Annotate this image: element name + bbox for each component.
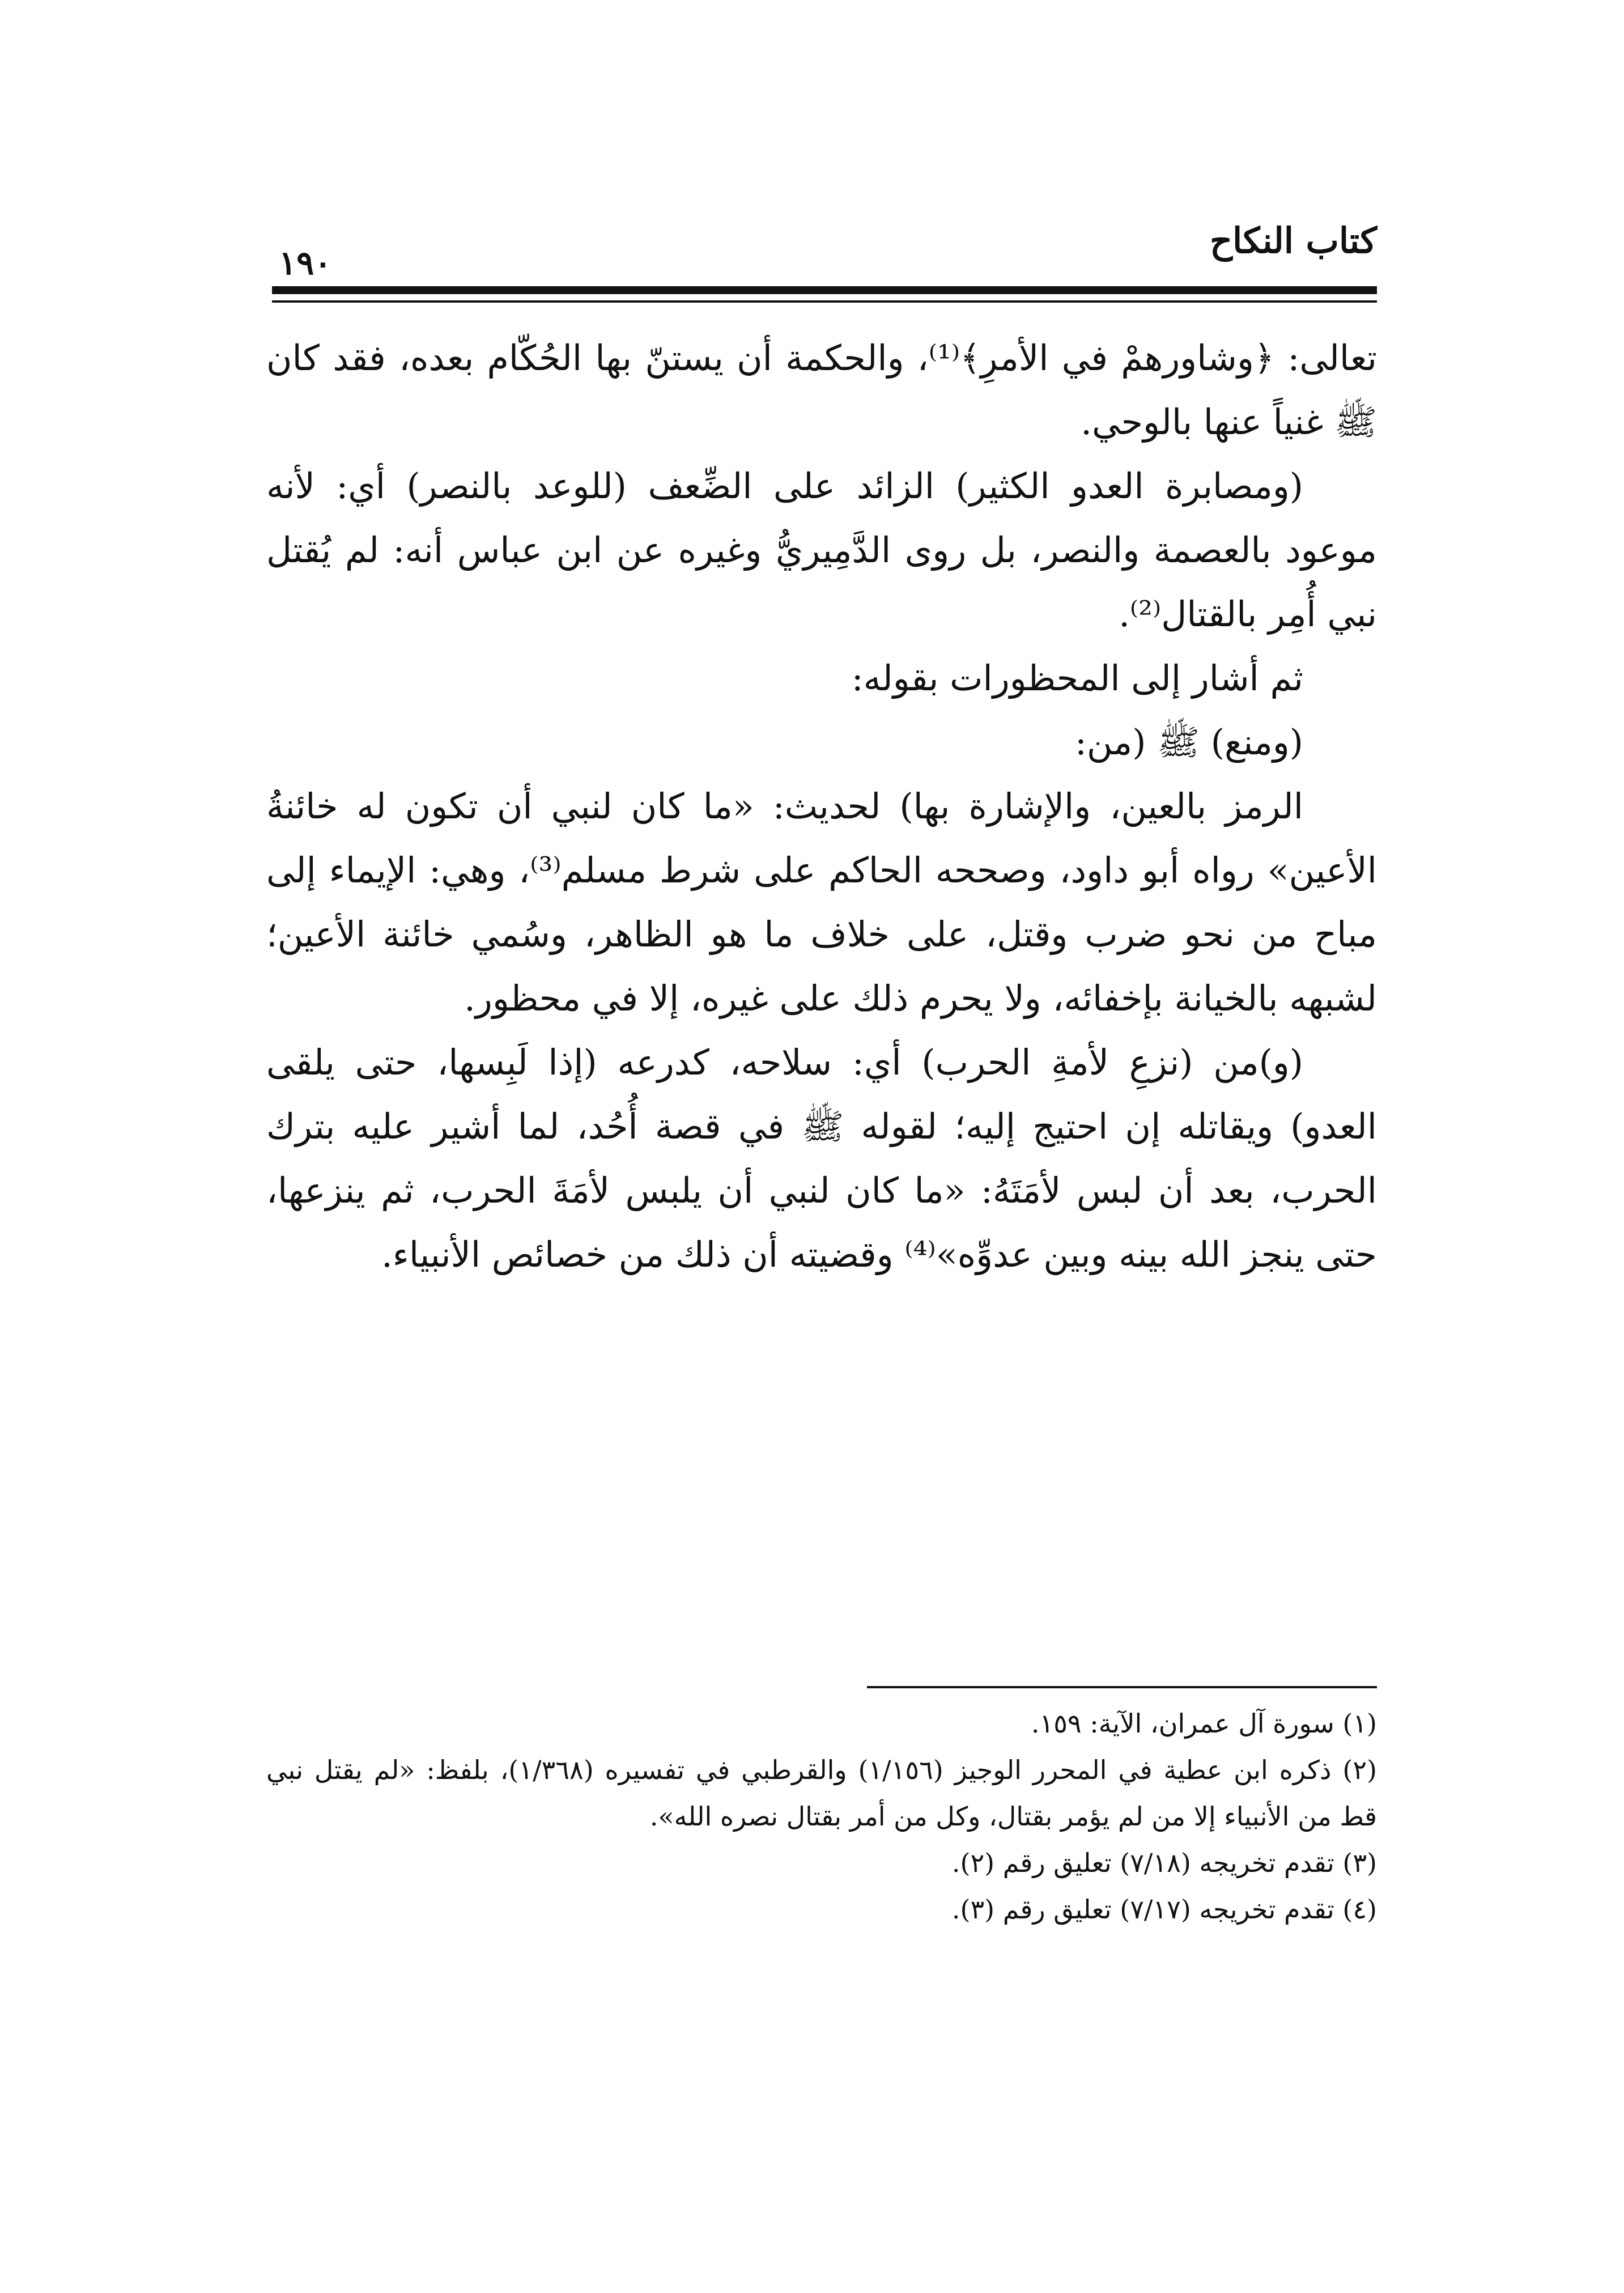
footnote: (٣) تقدم تخريجه (٧/١٨) تعليق رقم (٢). xyxy=(951,1848,1377,1878)
page-header xyxy=(272,210,1377,282)
footnote: (٢) ذكره ابن عطية في المحرر الوجيز (١/١٥٦) والقرطبي في تفسيره (١/٣٦٨)، بلفظ: «لم يقتل نبي قط من الأنبياء إلا من لم يؤمر بقتال، وكل من أمر بقتال نصره الله». xyxy=(266,1755,1377,1832)
paragraph: ثم أشار إلى المحظورات بقوله: xyxy=(851,657,1303,699)
footnote: (١) سورة آل عمران، الآية: ١٥٩. xyxy=(1031,1708,1377,1739)
footnote: (٤) تقدم تخريجه (٧/١٧) تعليق رقم (٣). xyxy=(951,1894,1377,1925)
paragraph: تعالى: ﴿وشاورهمْ في الأمرِ﴾⁽¹⁾، والحكمة أن يستنّ بها الحُكّام بعده، فقد كان ﷺ غنياً عنها بالوحي. xyxy=(266,337,1377,443)
main-text xyxy=(266,326,1377,1286)
page-number: ١٩٠ xyxy=(279,244,332,282)
paragraph: (ومنع) ﷺ (من: xyxy=(1074,721,1303,763)
book-title: كتاب النكاح xyxy=(1209,220,1377,261)
footnotes xyxy=(266,1700,1377,1933)
header-rule-thin xyxy=(272,300,1377,303)
paragraph: الرمز بالعين، والإشارة بها) لحديث: «ما كان لنبي أن تكون له خائنةُ الأعين» رواه أبو داود، وصححه الحاكم على شرط مسلم⁽³⁾، وهي: الإيماء إلى مباح من نحو ضرب وقتل، على خلاف ما هو الظاهر، وسُمي خائنة الأعين؛ لشبهه بالخيانة بإخفائه، ولا يحرم ذلك على غيره، إلا في محظور. xyxy=(266,785,1377,1019)
paragraph: (ومصابرة العدو الكثير) الزائد على الضِّعف (للوعد بالنصر) أي: لأنه موعود بالعصمة والنصر، بل روى الدَّمِيريُّ وغيره عن ابن عباس أنه: لم يُقتل نبي أُمِر بالقتال⁽²⁾. xyxy=(266,465,1377,635)
header-rule-thick xyxy=(272,286,1377,294)
paragraph: (و)من (نزعِ لأمةِ الحرب) أي: سلاحه، كدرعه (إذا لَبِسها، حتى يلقى العدو) ويقاتله إن احتيج إليه؛ لقوله ﷺ في قصة أُحُد، لما أشير عليه بترك الحرب، بعد أن لبس لأمَتَهُ: «ما كان لنبي أن يلبس لأمَةَ الحرب، ثم ينزعها، حتى ينجز الله بينه وبين عدوِّه»⁽⁴⁾ وقضيته أن ذلك من خصائص الأنبياء. xyxy=(266,1042,1377,1275)
footnote-separator xyxy=(867,1686,1377,1688)
